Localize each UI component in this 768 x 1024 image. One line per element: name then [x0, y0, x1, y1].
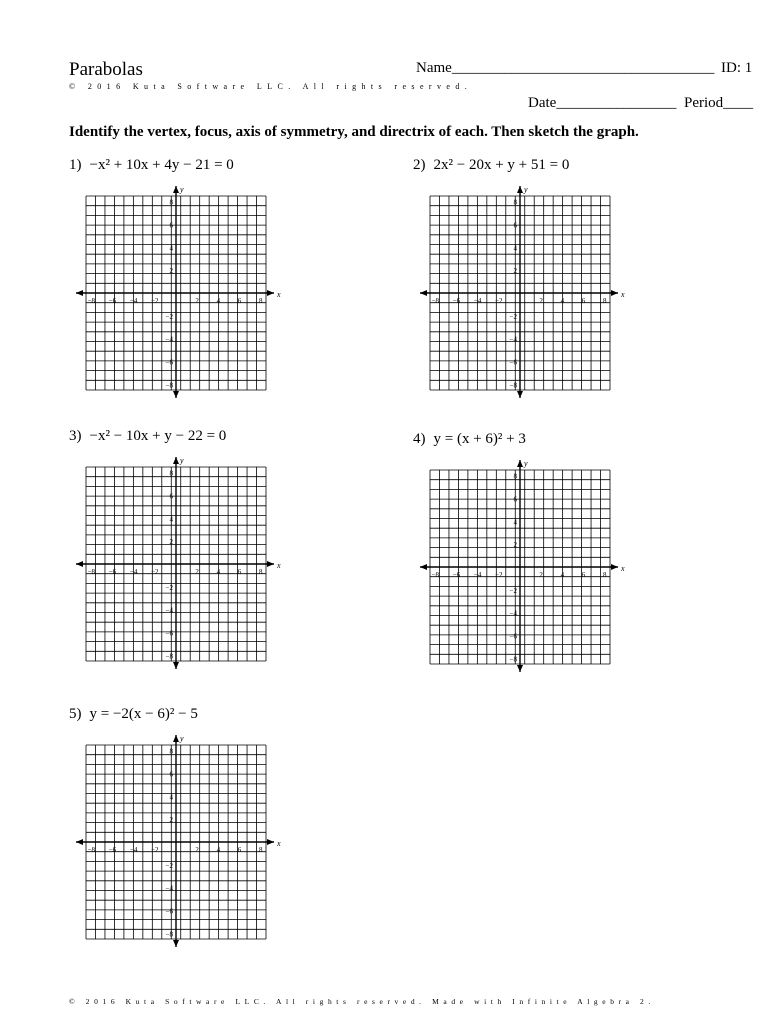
x-tick-label: 6 [237, 846, 242, 854]
axis-arrowhead [173, 186, 179, 193]
axis-arrowhead [420, 564, 427, 570]
y-tick-label: −6 [509, 358, 517, 367]
axis-arrowhead [267, 290, 274, 296]
x-tick-label: 8 [602, 571, 607, 579]
y-tick-label: 8 [513, 472, 517, 481]
x-tick-label: 4 [216, 846, 221, 854]
y-tick-label: 6 [513, 495, 517, 504]
y-tick-label: 6 [513, 221, 517, 230]
problem-5 [69, 706, 198, 723]
problem-number: 5) [69, 706, 82, 722]
x-tick-label: −6 [108, 846, 117, 854]
y-axis-label: y [524, 185, 528, 194]
x-axis-label: x [277, 839, 281, 848]
y-tick-label: −6 [165, 907, 173, 916]
axis-arrowhead [76, 839, 83, 845]
x-tick-label: 8 [602, 297, 607, 305]
y-tick-label: −6 [165, 629, 173, 638]
problem-4 [413, 431, 526, 448]
x-tick-label: 4 [560, 297, 565, 305]
x-tick-label: 6 [237, 568, 242, 576]
x-tick-label: −2 [151, 568, 159, 576]
x-axis-label: x [277, 290, 281, 299]
y-tick-label: −4 [165, 606, 173, 615]
y-tick-label: −6 [165, 358, 173, 367]
y-tick-label: 4 [513, 518, 517, 527]
x-tick-label: −4 [473, 571, 482, 579]
y-tick-label: −4 [165, 335, 173, 344]
axis-arrowhead [76, 290, 83, 296]
y-tick-label: 8 [169, 747, 173, 756]
x-tick-label: −8 [431, 571, 440, 579]
y-tick-label: 8 [513, 198, 517, 207]
instructions: Identify the vertex, focus, axis of symmetry, and directrix of each. Then sketch the graph. [69, 124, 639, 140]
x-tick-label: −8 [87, 846, 96, 854]
problem-equation: y = −2(x − 6)² − 5 [89, 706, 198, 722]
problem-number: 3) [69, 428, 82, 444]
y-tick-label: −4 [165, 884, 173, 893]
x-tick-label: −8 [87, 568, 96, 576]
x-tick-label: 4 [216, 297, 221, 305]
axis-arrowhead [611, 290, 618, 296]
y-tick-label: 6 [169, 770, 173, 779]
axis-arrowhead [517, 460, 523, 467]
y-tick-label: 8 [169, 198, 173, 207]
x-tick-label: 4 [216, 568, 221, 576]
x-tick-label: −6 [452, 297, 461, 305]
worksheet-title: Parabolas [69, 59, 143, 80]
coordinate-grid-2[interactable] [410, 184, 630, 404]
x-tick-label: 4 [560, 571, 565, 579]
y-tick-label: −6 [509, 632, 517, 641]
x-tick-label: 8 [258, 568, 263, 576]
axis-arrowhead [611, 564, 618, 570]
worksheet-id: ID: 1 [721, 60, 753, 76]
coordinate-grid-5[interactable] [66, 733, 286, 953]
x-tick-label: −2 [495, 571, 503, 579]
x-tick-label: 2 [195, 297, 199, 305]
axis-arrowhead [267, 839, 274, 845]
x-tick-label: −6 [108, 568, 117, 576]
y-tick-label: 4 [513, 244, 517, 253]
y-tick-label: 4 [169, 515, 173, 524]
x-tick-label: 2 [539, 297, 543, 305]
y-tick-label: −2 [165, 312, 173, 321]
name-field[interactable]: Name___________________________________ [416, 60, 715, 76]
x-tick-label: −8 [87, 297, 96, 305]
y-tick-label: −4 [509, 335, 517, 344]
x-axis-label: x [621, 290, 625, 299]
y-tick-label: 2 [513, 541, 517, 550]
y-tick-label: −8 [509, 381, 517, 390]
y-tick-label: 8 [169, 469, 173, 478]
x-tick-label: 6 [581, 571, 586, 579]
x-tick-label: −4 [473, 297, 482, 305]
x-tick-label: −8 [431, 297, 440, 305]
y-tick-label: 6 [169, 492, 173, 501]
x-tick-label: −6 [108, 297, 117, 305]
x-tick-label: −2 [151, 846, 159, 854]
coordinate-grid-4[interactable] [410, 458, 630, 678]
axis-arrowhead [517, 665, 523, 672]
problem-number: 4) [413, 431, 426, 447]
y-tick-label: −8 [509, 655, 517, 664]
footer-copyright: © 2016 Kuta Software LLC. All rights reserved. Made with Infinite Algebra 2. [69, 997, 655, 1006]
problem-number: 2) [413, 157, 426, 173]
date-field[interactable]: Date________________ [528, 95, 677, 111]
problem-equation: −x² − 10x + y − 22 = 0 [89, 428, 227, 444]
grid-svg [410, 184, 630, 404]
y-tick-label: 4 [169, 793, 173, 802]
x-tick-label: 2 [195, 846, 199, 854]
problem-3 [69, 428, 226, 445]
y-tick-label: −4 [509, 609, 517, 618]
y-tick-label: 6 [169, 221, 173, 230]
period-field[interactable]: Period____ [684, 95, 754, 111]
y-tick-label: −2 [509, 312, 517, 321]
coordinate-grid-3[interactable] [66, 455, 286, 675]
x-tick-label: −2 [151, 297, 159, 305]
x-tick-label: 6 [581, 297, 586, 305]
y-tick-label: −2 [509, 586, 517, 595]
y-tick-label: −8 [165, 652, 173, 661]
problem-2 [413, 157, 569, 174]
x-axis-label: x [277, 561, 281, 570]
axis-arrowhead [173, 662, 179, 669]
problem-1 [69, 157, 234, 174]
problem-number: 1) [69, 157, 82, 173]
x-tick-label: 8 [258, 846, 263, 854]
axis-arrowhead [517, 391, 523, 398]
coordinate-grid-1[interactable] [66, 184, 286, 404]
axis-arrowhead [76, 561, 83, 567]
y-axis-label: y [180, 734, 184, 743]
x-tick-label: −4 [129, 297, 138, 305]
axis-arrowhead [173, 391, 179, 398]
grid-svg [66, 733, 286, 953]
x-tick-label: 6 [237, 297, 242, 305]
y-tick-label: −8 [165, 930, 173, 939]
x-tick-label: −2 [495, 297, 503, 305]
x-tick-label: 2 [195, 568, 199, 576]
x-tick-label: −4 [129, 568, 138, 576]
x-axis-label: x [621, 564, 625, 573]
problem-equation: y = (x + 6)² + 3 [433, 431, 526, 447]
x-tick-label: 2 [539, 571, 543, 579]
axis-arrowhead [517, 186, 523, 193]
axis-arrowhead [173, 940, 179, 947]
problem-equation: −x² + 10x + 4y − 21 = 0 [89, 157, 234, 173]
x-tick-label: −6 [452, 571, 461, 579]
y-tick-label: 2 [169, 538, 173, 547]
y-tick-label: 2 [513, 267, 517, 276]
y-tick-label: −2 [165, 861, 173, 870]
x-tick-label: 8 [258, 297, 263, 305]
problem-equation: 2x² − 20x + y + 51 = 0 [433, 157, 570, 173]
y-tick-label: −8 [165, 381, 173, 390]
grid-svg [66, 455, 286, 675]
y-axis-label: y [180, 456, 184, 465]
y-tick-label: −2 [165, 583, 173, 592]
y-tick-label: 4 [169, 244, 173, 253]
copyright-line: © 2016 Kuta Software LLC. All rights reserved. [69, 82, 473, 91]
axis-arrowhead [173, 735, 179, 742]
y-tick-label: 2 [169, 816, 173, 825]
axis-arrowhead [173, 457, 179, 464]
x-tick-label: −4 [129, 846, 138, 854]
axis-arrowhead [420, 290, 427, 296]
grid-svg [66, 184, 286, 404]
axis-arrowhead [267, 561, 274, 567]
y-axis-label: y [524, 459, 528, 468]
y-tick-label: 2 [169, 267, 173, 276]
grid-svg [410, 458, 630, 678]
y-axis-label: y [180, 185, 184, 194]
